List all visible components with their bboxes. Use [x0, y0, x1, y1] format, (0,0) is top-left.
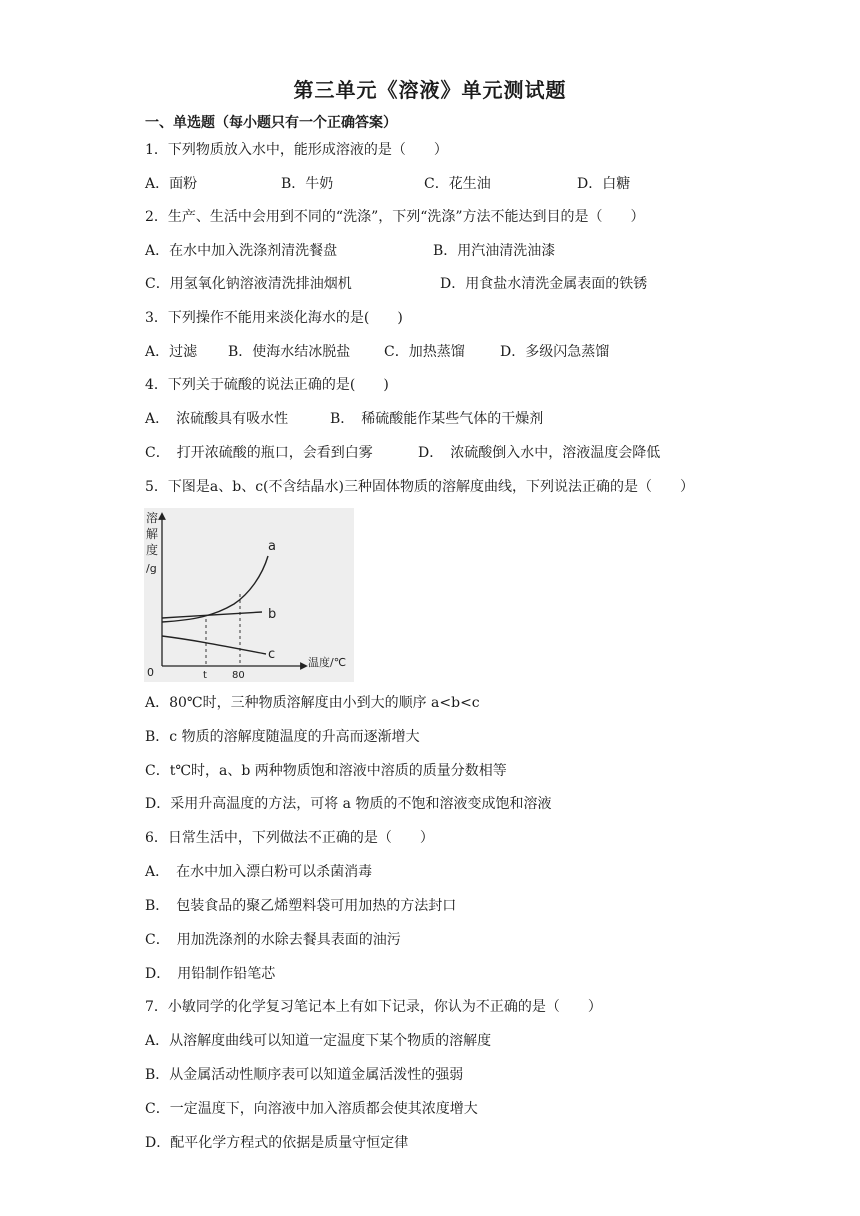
question-4-option-d: D． 浓硫酸倒入水中，溶液温度会降低: [418, 445, 661, 461]
question-3-option-d: D．多级闪急蒸馏: [500, 344, 610, 360]
y-label-unit: /g: [146, 562, 157, 575]
question-4-option-a: A． 浓硫酸具有吸水性: [145, 411, 289, 427]
y-label-char-2: 解: [146, 527, 159, 541]
curve-c-label: c: [268, 647, 276, 662]
question-2-option-a: A．在水中加入洗涤剂清洗餐盘: [145, 243, 338, 259]
question-7-stem: 7．小敏同学的化学复习笔记本上有如下记录，你认为不正确的是（ ）: [145, 999, 602, 1015]
question-1-option-c: C．花生油: [424, 176, 491, 192]
curve-a-label: a: [268, 539, 276, 554]
question-7-option-a: A．从溶解度曲线可以知道一定温度下某个物质的溶解度: [145, 1033, 492, 1049]
question-1-option-d: D．白糖: [577, 176, 631, 192]
question-4-stem: 4．下列关于硫酸的说法正确的是( ): [145, 377, 389, 393]
question-2-option-d: D．用食盐水清洗金属表面的铁锈: [440, 276, 648, 292]
question-6-stem: 6．日常生活中，下列做法不正确的是（ ）: [145, 830, 434, 846]
question-5-option-d: D．采用升高温度的方法，可将 a 物质的不饱和溶液变成饱和溶液: [145, 796, 552, 812]
question-7-option-c: C．一定温度下，向溶液中加入溶质都会使其浓度增大: [145, 1101, 478, 1117]
question-3-stem: 3．下列操作不能用来淡化海水的是( ): [145, 310, 403, 326]
question-4-option-b: B． 稀硫酸能作某些气体的干燥剂: [330, 411, 544, 427]
x-tick-t: t: [203, 670, 207, 681]
page-title: 第三单元《溶液》单元测试题: [293, 78, 567, 102]
question-4-option-c: C． 打开浓硫酸的瓶口，会看到白雾: [145, 445, 373, 461]
question-6-option-a: A． 在水中加入漂白粉可以杀菌消毒: [145, 864, 373, 880]
question-6-option-b: B． 包装食品的聚乙烯塑料袋可用加热的方法封口: [145, 898, 457, 914]
question-1-option-a: A．面粉: [145, 176, 198, 192]
question-5-option-a: A．80℃时，三种物质溶解度由小到大的顺序 a<b<c: [145, 695, 480, 711]
question-6-option-d: D． 用铅制作铅笔芯: [145, 966, 276, 982]
curve-c: [162, 636, 266, 654]
y-label-char-1: 溶: [146, 511, 159, 525]
question-3-option-a: A．过滤: [145, 344, 198, 360]
question-6-option-c: C． 用加洗涤剂的水除去餐具表面的油污: [145, 932, 401, 948]
x-axis-label: 温度/℃: [308, 656, 347, 669]
question-5-option-b: B．c 物质的溶解度随温度的升高而逐渐增大: [145, 729, 420, 745]
question-2-option-b: B．用汽油清洗油漆: [433, 243, 556, 259]
question-7-option-b: B．从金属活动性顺序表可以知道金属活泼性的强弱: [145, 1067, 464, 1083]
question-1-option-b: B．牛奶: [281, 176, 334, 192]
solubility-curve-chart: [144, 508, 354, 682]
question-2-stem: 2．生产、生活中会用到不同的“洗涤”，下列“洗涤”方法不能达到目的是（ ）: [145, 209, 645, 225]
chart-svg: [144, 508, 354, 682]
question-5-stem: 5．下图是a、b、c(不含结晶水)三种固体物质的溶解度曲线，下列说法正确的是（ ）: [145, 479, 694, 495]
question-3-option-b: B．使海水结冰脱盐: [228, 344, 351, 360]
question-7-option-d: D．配平化学方程式的依据是质量守恒定律: [145, 1135, 409, 1151]
origin-label: 0: [147, 666, 154, 679]
question-3-option-c: C．加热蒸馏: [384, 344, 465, 360]
curve-b: [162, 612, 262, 618]
question-1-stem: 1．下列物质放入水中，能形成溶液的是（ ）: [145, 142, 448, 158]
section-heading: 一、单选题（每小题只有一个正确答案）: [145, 115, 397, 131]
y-label-char-3: 度: [146, 543, 159, 557]
x-tick-80: 80: [232, 670, 245, 681]
curve-b-label: b: [268, 607, 277, 622]
question-5-option-c: C．t℃时，a、b 两种物质饱和溶液中溶质的质量分数相等: [145, 763, 507, 779]
question-2-option-c: C．用氢氧化钠溶液清洗排油烟机: [145, 276, 352, 292]
